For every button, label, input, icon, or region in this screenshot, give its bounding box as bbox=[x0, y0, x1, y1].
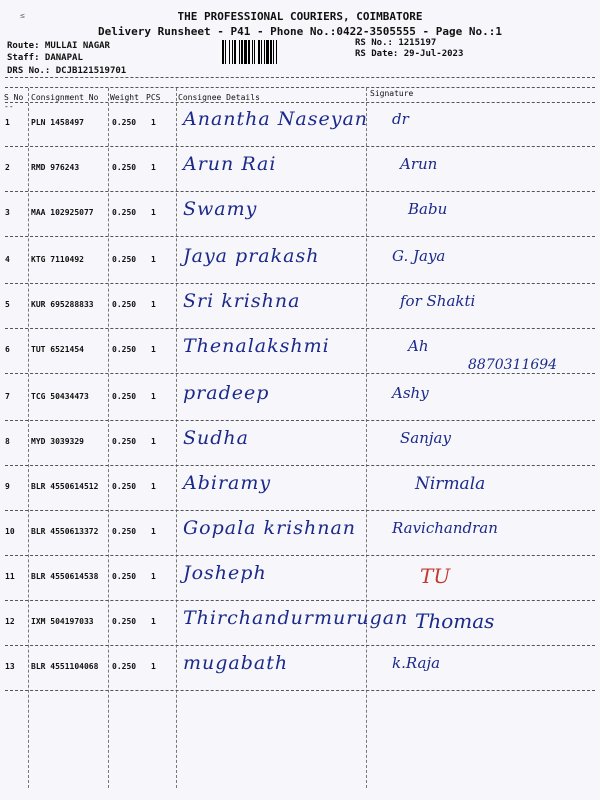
row-pcs: 1 bbox=[151, 392, 156, 401]
route-label: Route: MULLAI NAGAR bbox=[7, 41, 110, 51]
barcode-image bbox=[222, 40, 346, 64]
row-weight: 0.250 bbox=[112, 662, 137, 671]
col-weight: Weight bbox=[110, 93, 139, 102]
col-sno: S No bbox=[4, 93, 24, 102]
row-pcs: 1 bbox=[151, 662, 156, 671]
consignee-handwriting: Jaya prakash bbox=[183, 245, 320, 267]
signature-handwriting: Ah bbox=[408, 337, 429, 355]
row-weight: 0.250 bbox=[112, 572, 137, 581]
row-sno: 13 bbox=[5, 662, 15, 671]
row-consignment-no: TUT 6521454 bbox=[31, 345, 84, 354]
row-pcs: 1 bbox=[151, 255, 156, 264]
row-sno: 11 bbox=[5, 572, 15, 581]
rs-number: RS No.: 1215197 bbox=[355, 38, 437, 48]
signature-phone-number: 8870311694 bbox=[468, 357, 558, 373]
row-sno: 8 bbox=[5, 437, 10, 446]
row-divider bbox=[5, 283, 595, 284]
row-sno: 3 bbox=[5, 208, 10, 217]
consignee-handwriting: Thenalakshmi bbox=[183, 335, 330, 357]
row-consignment-no: BLR 4550614512 bbox=[31, 482, 99, 491]
signature-handwriting: Ashy bbox=[392, 384, 429, 402]
row-pcs: 1 bbox=[151, 437, 156, 446]
row-sno: 6 bbox=[5, 345, 10, 354]
row-divider bbox=[5, 191, 595, 192]
row-pcs: 1 bbox=[151, 163, 156, 172]
row-consignment-no: KUR 695288833 bbox=[31, 300, 94, 309]
row-consignment-no: KTG 7110492 bbox=[31, 255, 84, 264]
signature-handwriting: dr bbox=[392, 110, 409, 128]
row-placeholder-dash: -- bbox=[4, 102, 14, 111]
drs-number: DRS No.: DCJB121519701 bbox=[7, 66, 127, 76]
row-weight: 0.250 bbox=[112, 163, 137, 172]
consignee-handwriting: mugabath bbox=[183, 652, 289, 674]
row-consignment-no: BLR 4550614538 bbox=[31, 572, 99, 581]
signature-handwriting: Ravichandran bbox=[392, 519, 498, 537]
row-pcs: 1 bbox=[151, 527, 156, 536]
row-pcs: 1 bbox=[151, 300, 156, 309]
signature-handwriting: Thomas bbox=[415, 609, 495, 633]
signature-handwriting: for Shakti bbox=[400, 292, 476, 310]
row-weight: 0.250 bbox=[112, 617, 137, 626]
consignee-handwriting: Sri krishna bbox=[183, 290, 301, 312]
company-name: THE PROFESSIONAL COURIERS, COIMBATORE bbox=[177, 10, 423, 23]
row-consignment-no: MYD 3039329 bbox=[31, 437, 84, 446]
row-weight: 0.250 bbox=[112, 527, 137, 536]
header-divider-2 bbox=[5, 87, 595, 88]
row-weight: 0.250 bbox=[112, 482, 137, 491]
signature-handwriting: TU bbox=[420, 564, 451, 588]
col-rule-1 bbox=[28, 88, 29, 788]
row-divider bbox=[5, 373, 595, 374]
row-divider bbox=[5, 555, 595, 556]
col-consignment: Consignment No bbox=[31, 93, 99, 102]
row-sno: 2 bbox=[5, 163, 10, 172]
col-rule-2 bbox=[108, 88, 109, 788]
row-sno: 12 bbox=[5, 617, 15, 626]
col-signature: Signature bbox=[370, 89, 414, 98]
row-divider bbox=[5, 328, 595, 329]
signature-handwriting: k.Raja bbox=[392, 654, 441, 672]
row-sno: 5 bbox=[5, 300, 10, 309]
row-weight: 0.250 bbox=[112, 345, 137, 354]
row-sno: 7 bbox=[5, 392, 10, 401]
row-weight: 0.250 bbox=[112, 208, 137, 217]
row-sno: 1 bbox=[5, 118, 10, 127]
row-weight: 0.250 bbox=[112, 118, 137, 127]
row-pcs: 1 bbox=[151, 208, 156, 217]
row-divider bbox=[5, 420, 595, 421]
row-divider bbox=[5, 236, 595, 237]
row-consignment-no: BLR 4551104068 bbox=[31, 662, 99, 671]
signature-handwriting: Nirmala bbox=[415, 474, 486, 494]
corner-mark: ≤ bbox=[20, 11, 25, 20]
row-sno: 4 bbox=[5, 255, 10, 264]
signature-handwriting: Arun bbox=[400, 155, 438, 173]
row-weight: 0.250 bbox=[112, 437, 137, 446]
consignee-handwriting: Anantha Naseyan bbox=[183, 108, 369, 130]
rs-date: RS Date: 29-Jul-2023 bbox=[355, 49, 464, 59]
col-consignee: Consignee Details bbox=[178, 93, 260, 102]
row-sno: 9 bbox=[5, 482, 10, 491]
row-weight: 0.250 bbox=[112, 300, 137, 309]
row-consignment-no: IXM 504197033 bbox=[31, 617, 94, 626]
header-divider bbox=[5, 77, 595, 78]
staff-label: Staff: DANAPAL bbox=[7, 53, 83, 63]
consignee-handwriting: Gopala krishnan bbox=[183, 517, 357, 539]
consignee-handwriting: Sudha bbox=[183, 427, 249, 449]
signature-handwriting: Babu bbox=[408, 200, 448, 218]
row-pcs: 1 bbox=[151, 572, 156, 581]
row-consignment-no: PLN 1458497 bbox=[31, 118, 84, 127]
row-pcs: 1 bbox=[151, 345, 156, 354]
row-weight: 0.250 bbox=[112, 392, 137, 401]
row-divider bbox=[5, 690, 595, 691]
row-consignment-no: TCG 50434473 bbox=[31, 392, 89, 401]
row-pcs: 1 bbox=[151, 118, 156, 127]
consignee-handwriting: Arun Rai bbox=[183, 153, 277, 175]
row-pcs: 1 bbox=[151, 617, 156, 626]
row-divider bbox=[5, 510, 595, 511]
consignee-handwriting: Abiramy bbox=[183, 472, 272, 494]
row-consignment-no: BLR 4550613372 bbox=[31, 527, 99, 536]
row-weight: 0.250 bbox=[112, 255, 137, 264]
row-consignment-no: MAA 102925077 bbox=[31, 208, 94, 217]
col-pcs: PCS bbox=[146, 93, 161, 102]
row-sno: 10 bbox=[5, 527, 15, 536]
consignee-handwriting: Josheph bbox=[183, 562, 267, 584]
consignee-handwriting: Thirchandurmurugan bbox=[183, 607, 409, 629]
row-divider bbox=[5, 600, 595, 601]
runsheet-title: Delivery Runsheet - P41 - Phone No.:0422-3505555 - Page No.:1 bbox=[98, 25, 502, 38]
signature-handwriting: Sanjay bbox=[400, 429, 451, 447]
row-consignment-no: RMD 976243 bbox=[31, 163, 80, 172]
consignee-handwriting: Swamy bbox=[183, 198, 258, 220]
row-divider bbox=[5, 146, 595, 147]
consignee-handwriting: pradeep bbox=[183, 382, 270, 404]
col-rule-3 bbox=[176, 88, 177, 788]
column-header-divider bbox=[5, 102, 595, 103]
col-rule-4 bbox=[366, 88, 367, 788]
row-pcs: 1 bbox=[151, 482, 156, 491]
signature-handwriting: G. Jaya bbox=[392, 247, 446, 265]
row-divider bbox=[5, 645, 595, 646]
row-divider bbox=[5, 465, 595, 466]
